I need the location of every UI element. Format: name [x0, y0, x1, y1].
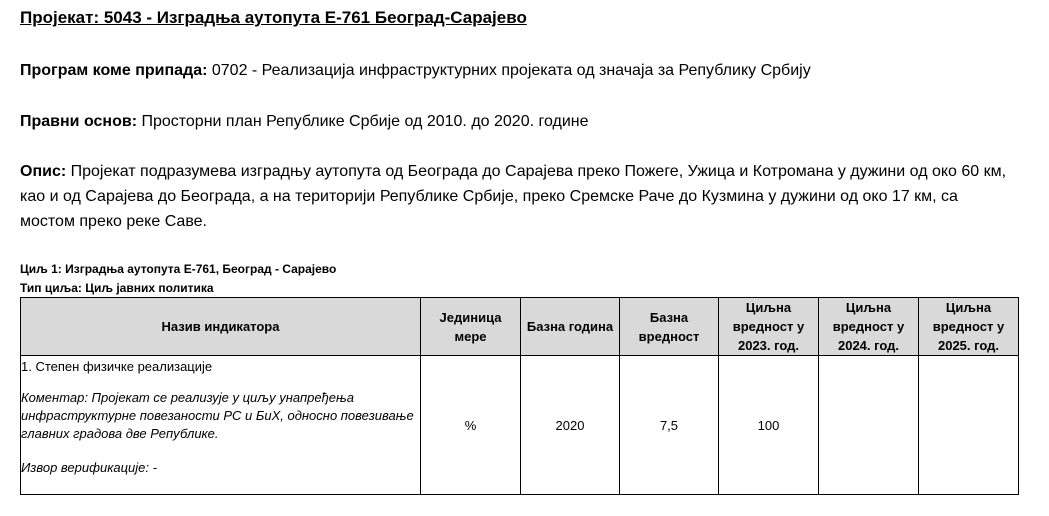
target-2023-cell: 100: [719, 356, 819, 495]
legal-basis-value: Просторни план Републике Србије од 2010. до 2020. године: [137, 113, 589, 130]
table-row: [21, 356, 1019, 495]
description-paragraph: [20, 159, 1010, 234]
indicator-source: Извор верификације: -: [21, 460, 157, 475]
header-target-2024: Циљна вредност у 2024. год.: [819, 298, 919, 356]
description-value: Пројекат подразумева изградњу аутопута од Београда до Сарајева преко Пожеге, Ужица и Котромана у дужини од око 60 км, као и од Сарајева до Београда, а на територији Републике Србије, преко Сремске Раче до Кузмина у дужини од око 17 км, са мостом преко реке Саве.: [20, 163, 1007, 230]
target-2024-cell: [819, 356, 919, 495]
program-paragraph: [20, 58, 811, 83]
program-label: Програм коме припада:: [20, 62, 208, 79]
description-label: Опис:: [20, 163, 67, 180]
header-target-2023: Циљна вредност у 2023. год.: [719, 298, 819, 356]
header-target-2025: Циљна вредност у 2025. год.: [919, 298, 1019, 356]
indicator-table: [20, 297, 1019, 495]
indicator-cell: [21, 356, 421, 495]
goal-title: Циљ 1: Изградња аутопута Е-761, Београд - Сарајево: [20, 262, 337, 276]
legal-basis-label: Правни основ:: [20, 113, 138, 130]
header-unit: Јединица мере: [421, 298, 521, 356]
unit-cell: %: [421, 356, 521, 495]
indicator-comment: Коментар: Пројекат се реализује у циљу унапређења инфраструктурне повезаности РС и БиХ, односно повезивање главних градова две Републике.: [21, 390, 414, 441]
base-value-cell: 7,5: [620, 356, 719, 495]
base-year-cell: 2020: [521, 356, 620, 495]
program-value: 0702 - Реализација инфраструктурних пројеката од значаја за Републику Србију: [207, 62, 811, 79]
target-2025-cell: [919, 356, 1019, 495]
header-base-year: Базна година: [521, 298, 620, 356]
indicator-name: 1. Степен физичке реализације: [21, 359, 213, 374]
header-base-value: Базна вредност: [620, 298, 719, 356]
legal-basis-paragraph: [20, 109, 589, 134]
table-header-row: [21, 298, 1019, 356]
goal-type: Тип циља: Циљ јавних политика: [20, 281, 214, 295]
project-title: Пројекат: 5043 - Изградња аутопута Е-761 Београд-Сарајево: [20, 8, 527, 27]
header-indicator-name: Назив индикатора: [21, 298, 421, 356]
